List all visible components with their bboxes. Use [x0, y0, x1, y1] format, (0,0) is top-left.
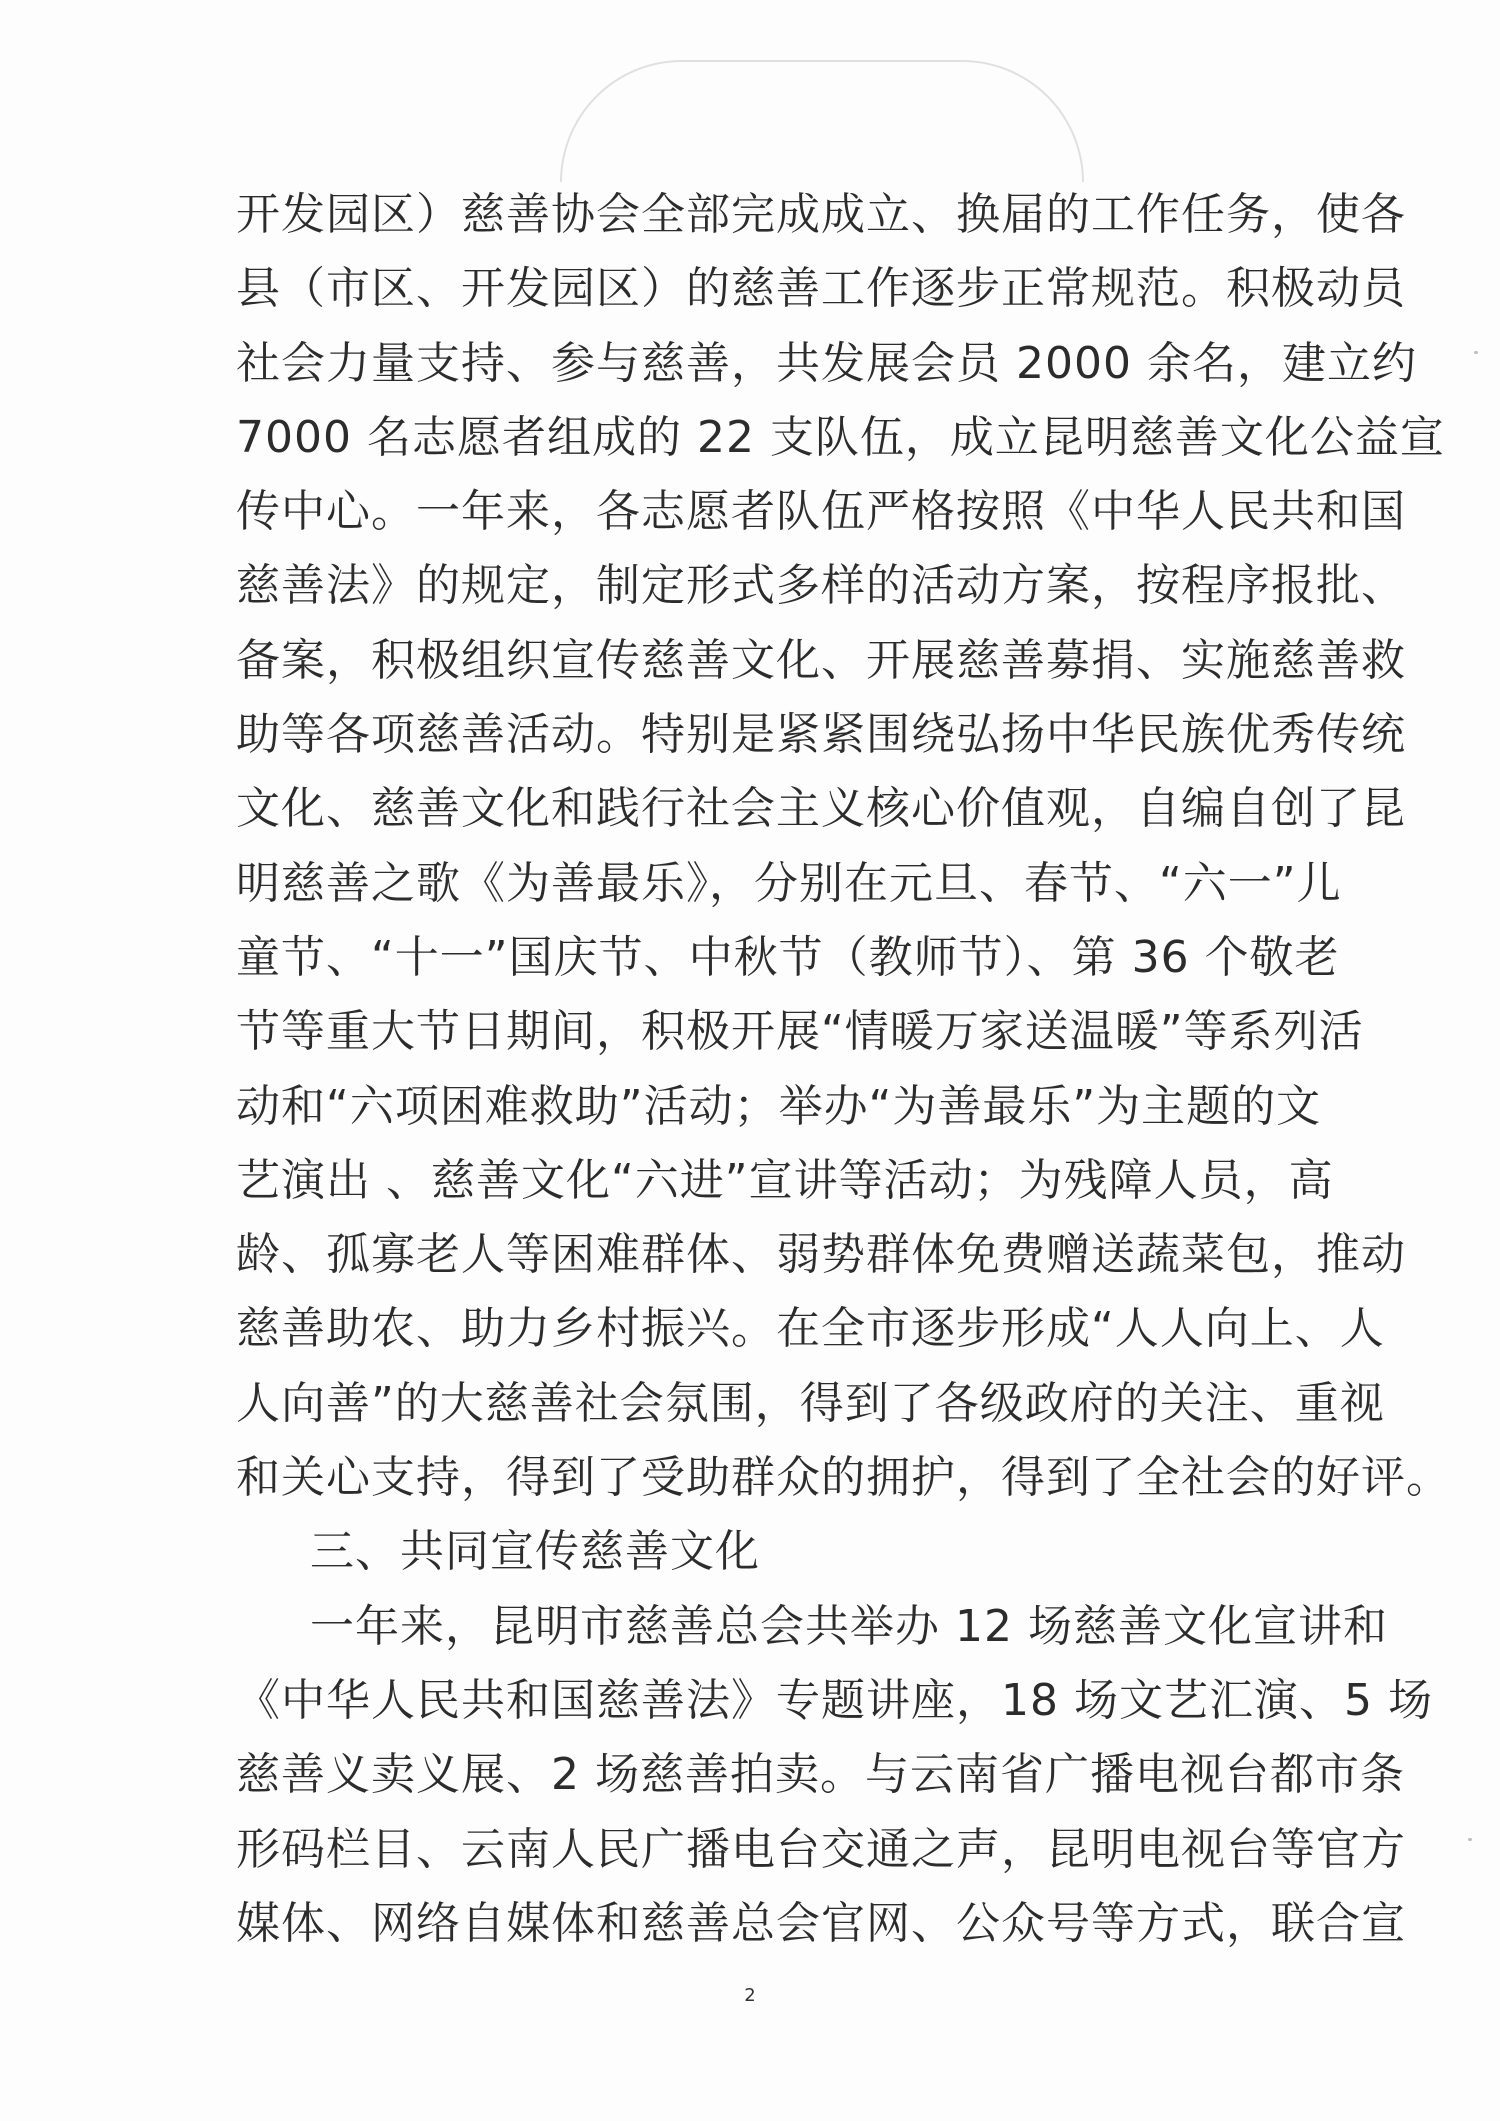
page-number: 2 [744, 1985, 756, 2006]
text-line: 明慈善之歌《为善最乐》，分别在元旦、春节、“六一”儿 [236, 857, 1342, 909]
text-line: 县（市区、开发园区）的慈善工作逐步正常规范。积极动员 [236, 263, 1406, 315]
text-line: 媒体、网络自媒体和慈善总会官网、公众号等方式，联合宣 [236, 1897, 1406, 1949]
text-line: 人向善”的大慈善社会氛围，得到了各级政府的关注、重视 [236, 1377, 1385, 1429]
text-line: 童节、“十一”国庆节、中秋节（教师节）、第 36 个敬老 [236, 931, 1340, 983]
text-line: 助等各项慈善活动。特别是紧紧围绕弘扬中华民族优秀传统 [236, 709, 1406, 761]
body-text [236, 178, 1451, 1961]
text-line: 《中华人民共和国慈善法》专题讲座，18 场文艺汇演、5 场 [236, 1674, 1433, 1726]
scan-speck [1474, 351, 1478, 354]
text-line: 动和“六项困难救助”活动；举办“为善最乐”为主题的文 [236, 1080, 1322, 1132]
scan-speck [1468, 1838, 1472, 1841]
text-line: 慈善义卖义展、2 场慈善拍卖。与云南省广播电视台都市条 [236, 1749, 1405, 1801]
text-line: 节等重大节日期间，积极开展“情暖万家送温暖”等系列活 [236, 1006, 1364, 1058]
text-line: 文化、慈善文化和践行社会主义核心价值观，自编自创了昆 [236, 783, 1406, 835]
text-line: 龄、孤寡老人等困难群体、弱势群体免费赠送蔬菜包，推动 [236, 1229, 1406, 1281]
text-line: 形码栏目、云南人民广播电台交通之声，昆明电视台等官方 [236, 1823, 1406, 1875]
text-line: 社会力量支持、参与慈善，共发展会员 2000 余名，建立约 [236, 337, 1417, 389]
text-line: 传中心。一年来，各志愿者队伍严格按照《中华人民共和国 [236, 486, 1406, 538]
text-line: 7000 名志愿者组成的 22 支队伍，成立昆明慈善文化公益宣 [236, 411, 1445, 463]
text-line: 备案，积极组织宣传慈善文化、开展慈善募捐、实施慈善救 [236, 634, 1406, 686]
text-line: 慈善助农、助力乡村振兴。在全市逐步形成“人人向上、人 [236, 1303, 1385, 1355]
text-line: 一年来，昆明市慈善总会共举办 12 场慈善文化宣讲和 [310, 1600, 1388, 1652]
section-heading: 三、共同宣传慈善文化 [310, 1526, 760, 1578]
text-line: 开发园区）慈善协会全部完成成立、换届的工作任务，使各 [236, 189, 1406, 240]
text-line: 和关心支持，得到了受助群众的拥护，得到了全社会的好评。 [236, 1452, 1451, 1504]
text-line: 艺演出 、慈善文化“六进”宣讲等活动；为残障人员，高 [236, 1154, 1334, 1206]
text-line: 慈善法》的规定，制定形式多样的活动方案，按程序报批、 [236, 560, 1406, 612]
faint-seal-mark [560, 60, 1084, 182]
